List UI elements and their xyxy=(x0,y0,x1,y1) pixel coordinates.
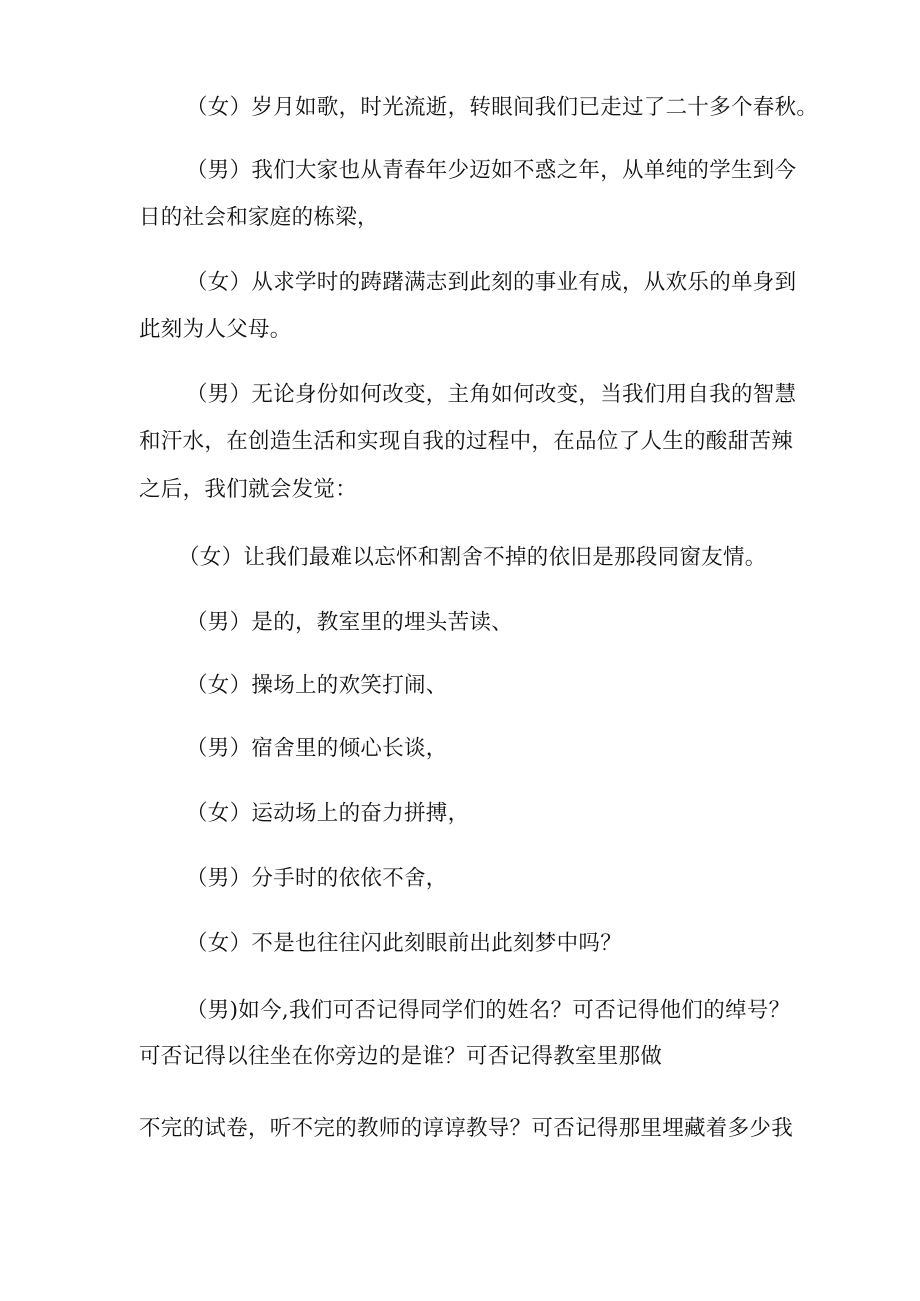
paragraph-line: 此刻为人父母。 xyxy=(139,317,292,342)
paragraph-line: （女）让我们最难以忘怀和割舍不掉的依旧是那段同窗友情。 xyxy=(178,545,767,570)
paragraph-line: （男）是的，教室里的埋头苦读、 xyxy=(186,610,514,635)
paragraph-line: （男）我们大家也从青春年少迈如不惑之年，从单纯的学生到今 xyxy=(186,158,797,183)
paragraph-line: 可否记得以往坐在你旁边的是谁？可否记得教室里那做 xyxy=(139,1044,663,1069)
paragraph-line: （女）不是也往往闪此刻眼前出此刻梦中吗？ xyxy=(186,931,623,956)
paragraph-line: 日的社会和家庭的栋梁， xyxy=(139,205,379,230)
paragraph-line: （男）宿舍里的倾心长谈， xyxy=(186,736,448,761)
paragraph-line: （女）从求学时的踌躇满志到此刻的事业有成，从欢乐的单身到 xyxy=(186,270,797,295)
paragraph-line: （男）分手时的依依不舍， xyxy=(186,866,448,891)
paragraph-line: （男）无论身份如何改变，主角如何改变，当我们用自我的智慧 xyxy=(186,382,797,407)
paragraph-line: （女）运动场上的奋力拼搏， xyxy=(186,801,470,826)
paragraph-line: （女）操场上的欢笑打闹、 xyxy=(186,673,448,698)
paragraph-line: 不完的试卷，听不完的教师的谆谆教导？可否记得那里埋藏着多少我 xyxy=(139,1116,794,1141)
paragraph-line: （男)如今,我们可否记得同学们的姓名？可否记得他们的绰号？ xyxy=(186,998,791,1023)
paragraph-line: 之后，我们就会发觉： xyxy=(139,477,358,502)
paragraph-line: 和汗水，在创造生活和实现自我的过程中，在品位了人生的酸甜苦辣 xyxy=(139,429,794,454)
paragraph-line: （女）岁月如歌，时光流逝，转眼间我们已走过了二十多个春秋。 xyxy=(186,95,819,120)
